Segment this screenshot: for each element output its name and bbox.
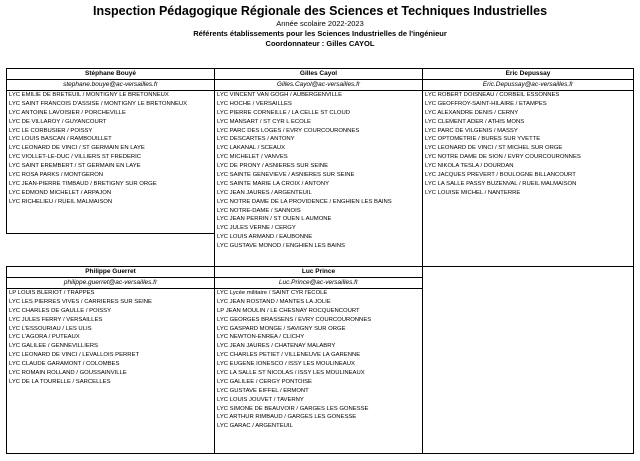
school-entry: LYC JULES VERNE / CERGY: [217, 225, 296, 232]
school-entry: LYC SAINTE GENEVIEVE / ASNIERES SUR SEINE: [217, 172, 355, 179]
school-entry: LYC NOTRE-DAME / SANNOIS: [217, 207, 301, 214]
school-entry: LYC VIOLLET-LE-DUC / VILLIERS ST FREDERIC: [9, 154, 142, 161]
school-entry: LYC CLAUDE GARAMONT / COLOMBES: [9, 361, 120, 368]
referent-name: Stéphane Bouyé: [7, 69, 214, 80]
referent-email: Gilles.Cayol@ac-versailles.fr: [215, 80, 422, 91]
coordinator-line: Coordonnateur : Gilles CAYOL: [265, 39, 375, 48]
school-entry: LYC SIMONE DE BEAUVOIR / GARGES LES GONESSE: [217, 405, 369, 412]
referent-email: stephane.bouye@ac-versailles.fr: [7, 80, 214, 91]
empty-cell: [422, 266, 634, 454]
school-entry: LYC CHARLES PETIET / VILLENEUVE LA GARENNE: [217, 352, 361, 359]
school-entry: LYC LEONARD DE VINCI / ST GERMAIN EN LAYE: [9, 145, 145, 152]
referent-name: Gilles Cayol: [215, 69, 422, 80]
school-entry: LYC DE PRONY / ASNIERES SUR SEINE: [217, 163, 329, 170]
school-entry: LYC L'ESSOURIAU / LES ULIS: [9, 325, 92, 332]
referent-card-prince: [214, 266, 423, 454]
referent-card-cayol: [214, 68, 423, 268]
school-entry: LYC LE CORBUSIER / POISSY: [9, 127, 93, 134]
school-entry: LYC GASPARD MONGE / SAVIGNY SUR ORGE: [217, 325, 346, 332]
school-list: [215, 289, 422, 431]
school-entry: LYC Lycée militaire / SAINT CYR l'ECOLE: [217, 290, 328, 296]
school-entry: LYC ROMAIN ROLLAND / GOUSSAINVILLE: [9, 370, 127, 377]
school-entry: LYC ANTOINE LAVOISIER / PORCHEVILLE: [9, 109, 126, 116]
school-entry: LYC EMILIE DE BRETEUIL / MONTIGNY LE BRETONNEUX: [9, 92, 169, 98]
school-entry: LYC LEONARD DE VINCI / LEVALLOIS PERRET: [9, 352, 140, 359]
school-entry: LYC GARAC / ARGENTEUIL: [217, 423, 293, 430]
school-entry: LYC CLEMENT ADER / ATHIS MONS: [425, 118, 525, 125]
school-list: [423, 91, 633, 198]
school-entry: LYC L'AGORA / PUTEAUX: [9, 334, 80, 341]
school-entry: LYC LOUIS ARMAND / EAUBONNE: [217, 234, 313, 241]
school-entry: LYC LA SALLE PASSY BUZENVAL / RUEIL MALMAISON: [425, 180, 577, 187]
school-entry: LYC JEAN-PIERRE TIMBAUD / BRETIGNY SUR ORGE: [9, 180, 157, 187]
school-entry: LYC MANSART / ST CYR L ECOLE: [217, 118, 311, 125]
school-entry: LYC MICHELET / VANVES: [217, 154, 288, 161]
school-entry: LYC JACQUES PREVERT / BOULOGNE BILLANCOURT: [425, 172, 576, 179]
school-entry: LP LOUIS BLERIOT / TRAPPES: [9, 290, 95, 296]
school-entry: LYC LOUIS JOUVET / TAVERNY: [217, 396, 304, 403]
school-entry: LYC GALILEE / CERGY PONTOISE: [217, 378, 312, 385]
referent-email: Eric.Depussay@ac-versailles.fr: [423, 80, 633, 91]
school-entry: LYC DE VILLAROY / GUYANCOURT: [9, 118, 107, 125]
school-entry: LYC LOUIS BASCAN / RAMBOUILLET: [9, 136, 112, 143]
referent-name: Philippe Guerret: [7, 267, 214, 278]
school-entry: LYC LES PIERRES VIVES / CARRIERES SUR SEINE: [9, 298, 152, 305]
school-entry: LYC LAKANAL / SCEAUX: [217, 145, 286, 152]
school-entry: LYC JEAN JAURES / ARGENTEUIL: [217, 189, 312, 196]
referent-name: Luc Prince: [215, 267, 422, 278]
school-entry: LYC LA SALLE ST NICOLAS / ISSY LES MOULINEAUX: [217, 370, 365, 377]
school-entry: LYC NEWTON-ENREA / CLICHY: [217, 334, 305, 341]
school-entry: LYC EUGENE IONESCO / ISSY LES MOULINEAUX: [217, 361, 355, 368]
referent-name: Eric Depussay: [423, 69, 633, 80]
school-entry: LYC DE LA TOURELLE / SARCELLES: [9, 378, 111, 385]
school-entry: LYC SAINT FRANCOIS D'ASSISE / MONTIGNY LE BRETONNEUX: [9, 100, 188, 107]
school-entry: LYC JULES FERRY / VERSAILLES: [9, 316, 103, 323]
referent-email: Luc.Prince@ac-versailles.fr: [215, 278, 422, 289]
referent-card-depussay: [422, 68, 634, 268]
school-entry: LYC LOUISE MICHEL / NANTERRE: [425, 189, 521, 196]
school-entry: LYC OPTOMETRIE / BURES SUR YVETTE: [425, 136, 541, 143]
school-entry: LYC LEONARD DE VINCI / ST MICHEL SUR ORGE: [425, 145, 563, 152]
school-entry: LYC ARTHUR RIMBAUD / GARGES LES GONESSE: [217, 414, 357, 421]
referent-card-guerret: [6, 266, 215, 454]
school-entry: LYC NIKOLA TESLA / DOURDAN: [425, 163, 514, 170]
school-entry: LYC GALILEE / GENNEVILLIERS: [9, 343, 98, 350]
school-year: Année scolaire 2022-2023: [276, 19, 364, 28]
school-entry: LYC ALEXANDRE DENIS / CERNY: [425, 109, 519, 116]
school-entry: LYC GUSTAVE EIFFEL / ERMONT: [217, 387, 309, 394]
school-entry: LP JEAN MOULIN / LE CHESNAY ROCQUENCOURT: [217, 307, 360, 314]
school-entry: LYC JEAN ROSTAND / MANTES LA JOLIE: [217, 298, 331, 305]
referents-heading: Référents établissements pour les Sciences Industrielles de l'ingénieur: [193, 29, 447, 38]
school-entry: LYC RICHELIEU / RUEIL MALMAISON: [9, 198, 113, 205]
school-entry: LYC NOTRE DAME DE SION / EVRY COURCOURONNES: [425, 154, 581, 161]
school-entry: LYC JEAN JAURES / CHATENAY MALABRY: [217, 343, 336, 350]
school-list: [7, 289, 214, 387]
school-list: [215, 91, 422, 251]
school-entry: LYC CHARLES DE GAULLE / POISSY: [9, 307, 112, 314]
school-entry: LYC GEORGES BRASSENS / EVRY COURCOURONNES: [217, 316, 372, 323]
school-entry: LYC ROBERT DOISNEAU / CORBEIL ESSONNES: [425, 92, 560, 98]
school-entry: LYC PARC DES LOGES / EVRY COURCOURONNES: [217, 127, 360, 134]
school-entry: LYC ROSA PARKS / MONTGERON: [9, 172, 104, 179]
school-list: [7, 91, 214, 207]
school-entry: LYC GEOFFROY-SAINT-HILAIRE / ETAMPES: [425, 100, 547, 107]
school-entry: LYC VINCENT VAN GOGH / AUBERGENVILLE: [217, 92, 343, 98]
school-entry: LYC NOTRE DAME DE LA PROVIDENCE / ENGHIEN LES BAINS: [217, 198, 392, 205]
school-entry: LYC HOCHE / VERSAILLES: [217, 100, 292, 107]
school-entry: LYC GUSTAVE MONOD / ENGHIEN LES BAINS: [217, 243, 345, 250]
referent-card-bouye: [6, 68, 215, 234]
school-entry: LYC PARC DE VILGENIS / MASSY: [425, 127, 518, 134]
referent-email: philippe.guerret@ac-versailles.fr: [7, 278, 214, 289]
school-entry: LYC PIERRE CORNEILLE / LA CELLE ST CLOUD: [217, 109, 351, 116]
school-entry: LYC DESCARTES / ANTONY: [217, 136, 295, 143]
school-entry: LYC SAINT EREMBERT / ST GERMAIN EN LAYE: [9, 163, 141, 170]
school-entry: LYC JEAN PERRIN / ST OUEN L AUMONE: [217, 216, 332, 223]
school-entry: LYC EDMOND MICHELET / ARPAJON: [9, 189, 112, 196]
school-entry: LYC SAINTE MARIE LA CROIX / ANTONY: [217, 180, 330, 187]
document-title: Inspection Pédagogique Régionale des Sciences et Techniques Industrielles: [92, 4, 548, 18]
